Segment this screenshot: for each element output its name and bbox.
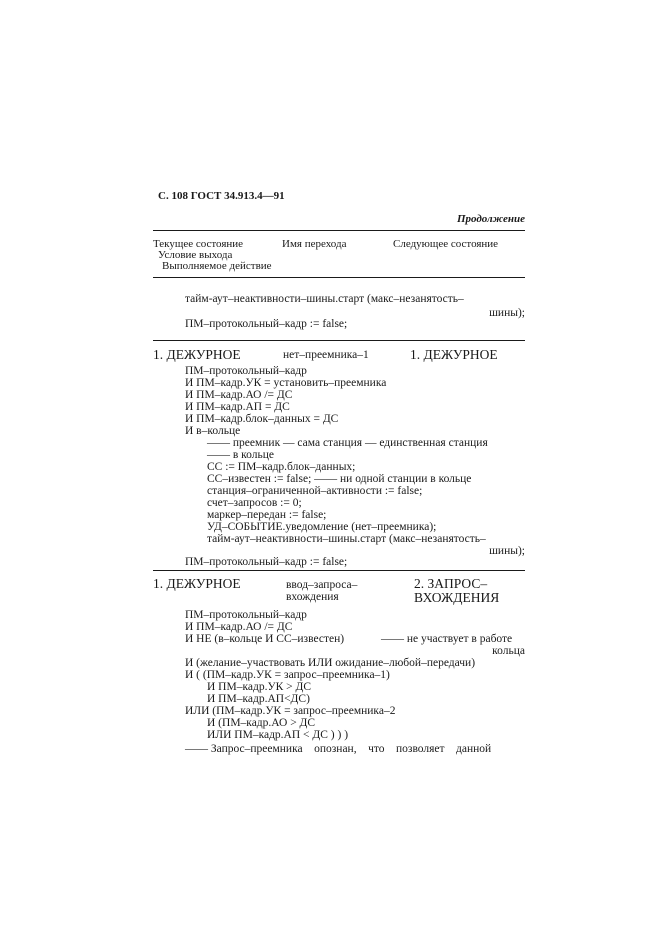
column-action: Выполняемое действие [162,260,272,272]
block2-state: 1. ДЕЖУРНОЕ [153,576,241,591]
text-line: —— Запрос–преемника опознан, что позволяет данной [185,743,492,755]
text-line: ПМ–протокольный–кадр := false; [185,318,348,330]
text-line: И в–кольце [185,425,241,437]
section-rule [153,570,525,571]
text-line: И ПМ–кадр.АП = ДС [185,401,290,413]
column-exit-condition: Условие выхода [158,249,233,261]
block2-next-state-line2: ВХОЖДЕНИЯ [414,590,500,605]
text-line: И (ПМ–кадр.АО > ДС [207,717,316,729]
text-line: шины); [489,307,525,319]
text-line: СС–известен := false; —— ни одной станции в кольце [207,473,472,485]
text-line: ИЛИ (ПМ–кадр.УК = запрос–преемника–2 [185,705,396,717]
continuation-label: Продолжение [456,213,525,225]
text-line: И ПМ–кадр.блок–данных = ДС [185,413,339,425]
text-line: И ПМ–кадр.АО /= ДС [185,621,293,633]
text-line: ПМ–протокольный–кадр [185,609,307,621]
text-line: —— в кольце [207,449,275,461]
text-line: И (желание–участвовать ИЛИ ожидание–любой–передачи) [185,657,476,669]
text-line: —— преемник — сама станция — единственная станция [207,437,488,449]
text-line: И ПМ–кадр.АП<ДС) [207,693,310,705]
text-line: УД–СОБЫТИЕ.уведомление (нет–преемника); [207,521,437,533]
text-line: ПМ–протокольный–кадр := false; [185,556,348,568]
text-line: И ПМ–кадр.УК = установить–преемника [185,377,387,389]
block1-transition: нет–преемника–1 [283,349,369,361]
column-current-state: Текущее состояние [153,238,244,250]
text-line: СС := ПМ–кадр.блок–данных; [207,461,356,473]
text-line: ПМ–протокольный–кадр [185,365,307,377]
text-line: тайм-аут–неактивности–шины.старт (макс–незанятость– [185,293,464,305]
column-transition: Имя перехода [282,238,347,250]
text-line: станция–ограниченной–активности := false; [207,485,423,497]
text-line: И ПМ–кадр.УК > ДС [207,681,312,693]
block2-transition-line2: вхождения [286,591,339,603]
section-rule [153,340,525,341]
text-line: тайм-аут–неактивности–шины.старт (макс–незанятость– [207,533,486,545]
page-header: С. 108 ГОСТ 34.913.4—91 [158,190,285,202]
text-line: кольца [492,645,525,657]
text-line: И ПМ–кадр.АО /= ДС [185,389,293,401]
column-next-state: Следующее состояние [393,238,499,250]
block2-next-state-line1: 2. ЗАПРОС– [414,576,488,591]
text-line: шины); [489,545,525,557]
text-line: И НЕ (в–кольце И СС–известен) [185,633,345,645]
text-line: ИЛИ ПМ–кадр.АП < ДС ) ) ) [207,729,349,741]
text-line: —— не участвует в работе [381,633,513,645]
text-line: счет–запросов := 0; [207,497,302,509]
text-line: маркер–передан := false; [207,509,327,521]
block1-next-state: 1. ДЕЖУРНОЕ [410,347,498,362]
block2-transition-line1: ввод–запроса– [286,579,358,591]
block1-state: 1. ДЕЖУРНОЕ [153,347,241,362]
text-line: И ( (ПМ–кадр.УК = запрос–преемника–1) [185,669,390,681]
table-top-rule [153,230,525,231]
header-rule [153,277,525,278]
